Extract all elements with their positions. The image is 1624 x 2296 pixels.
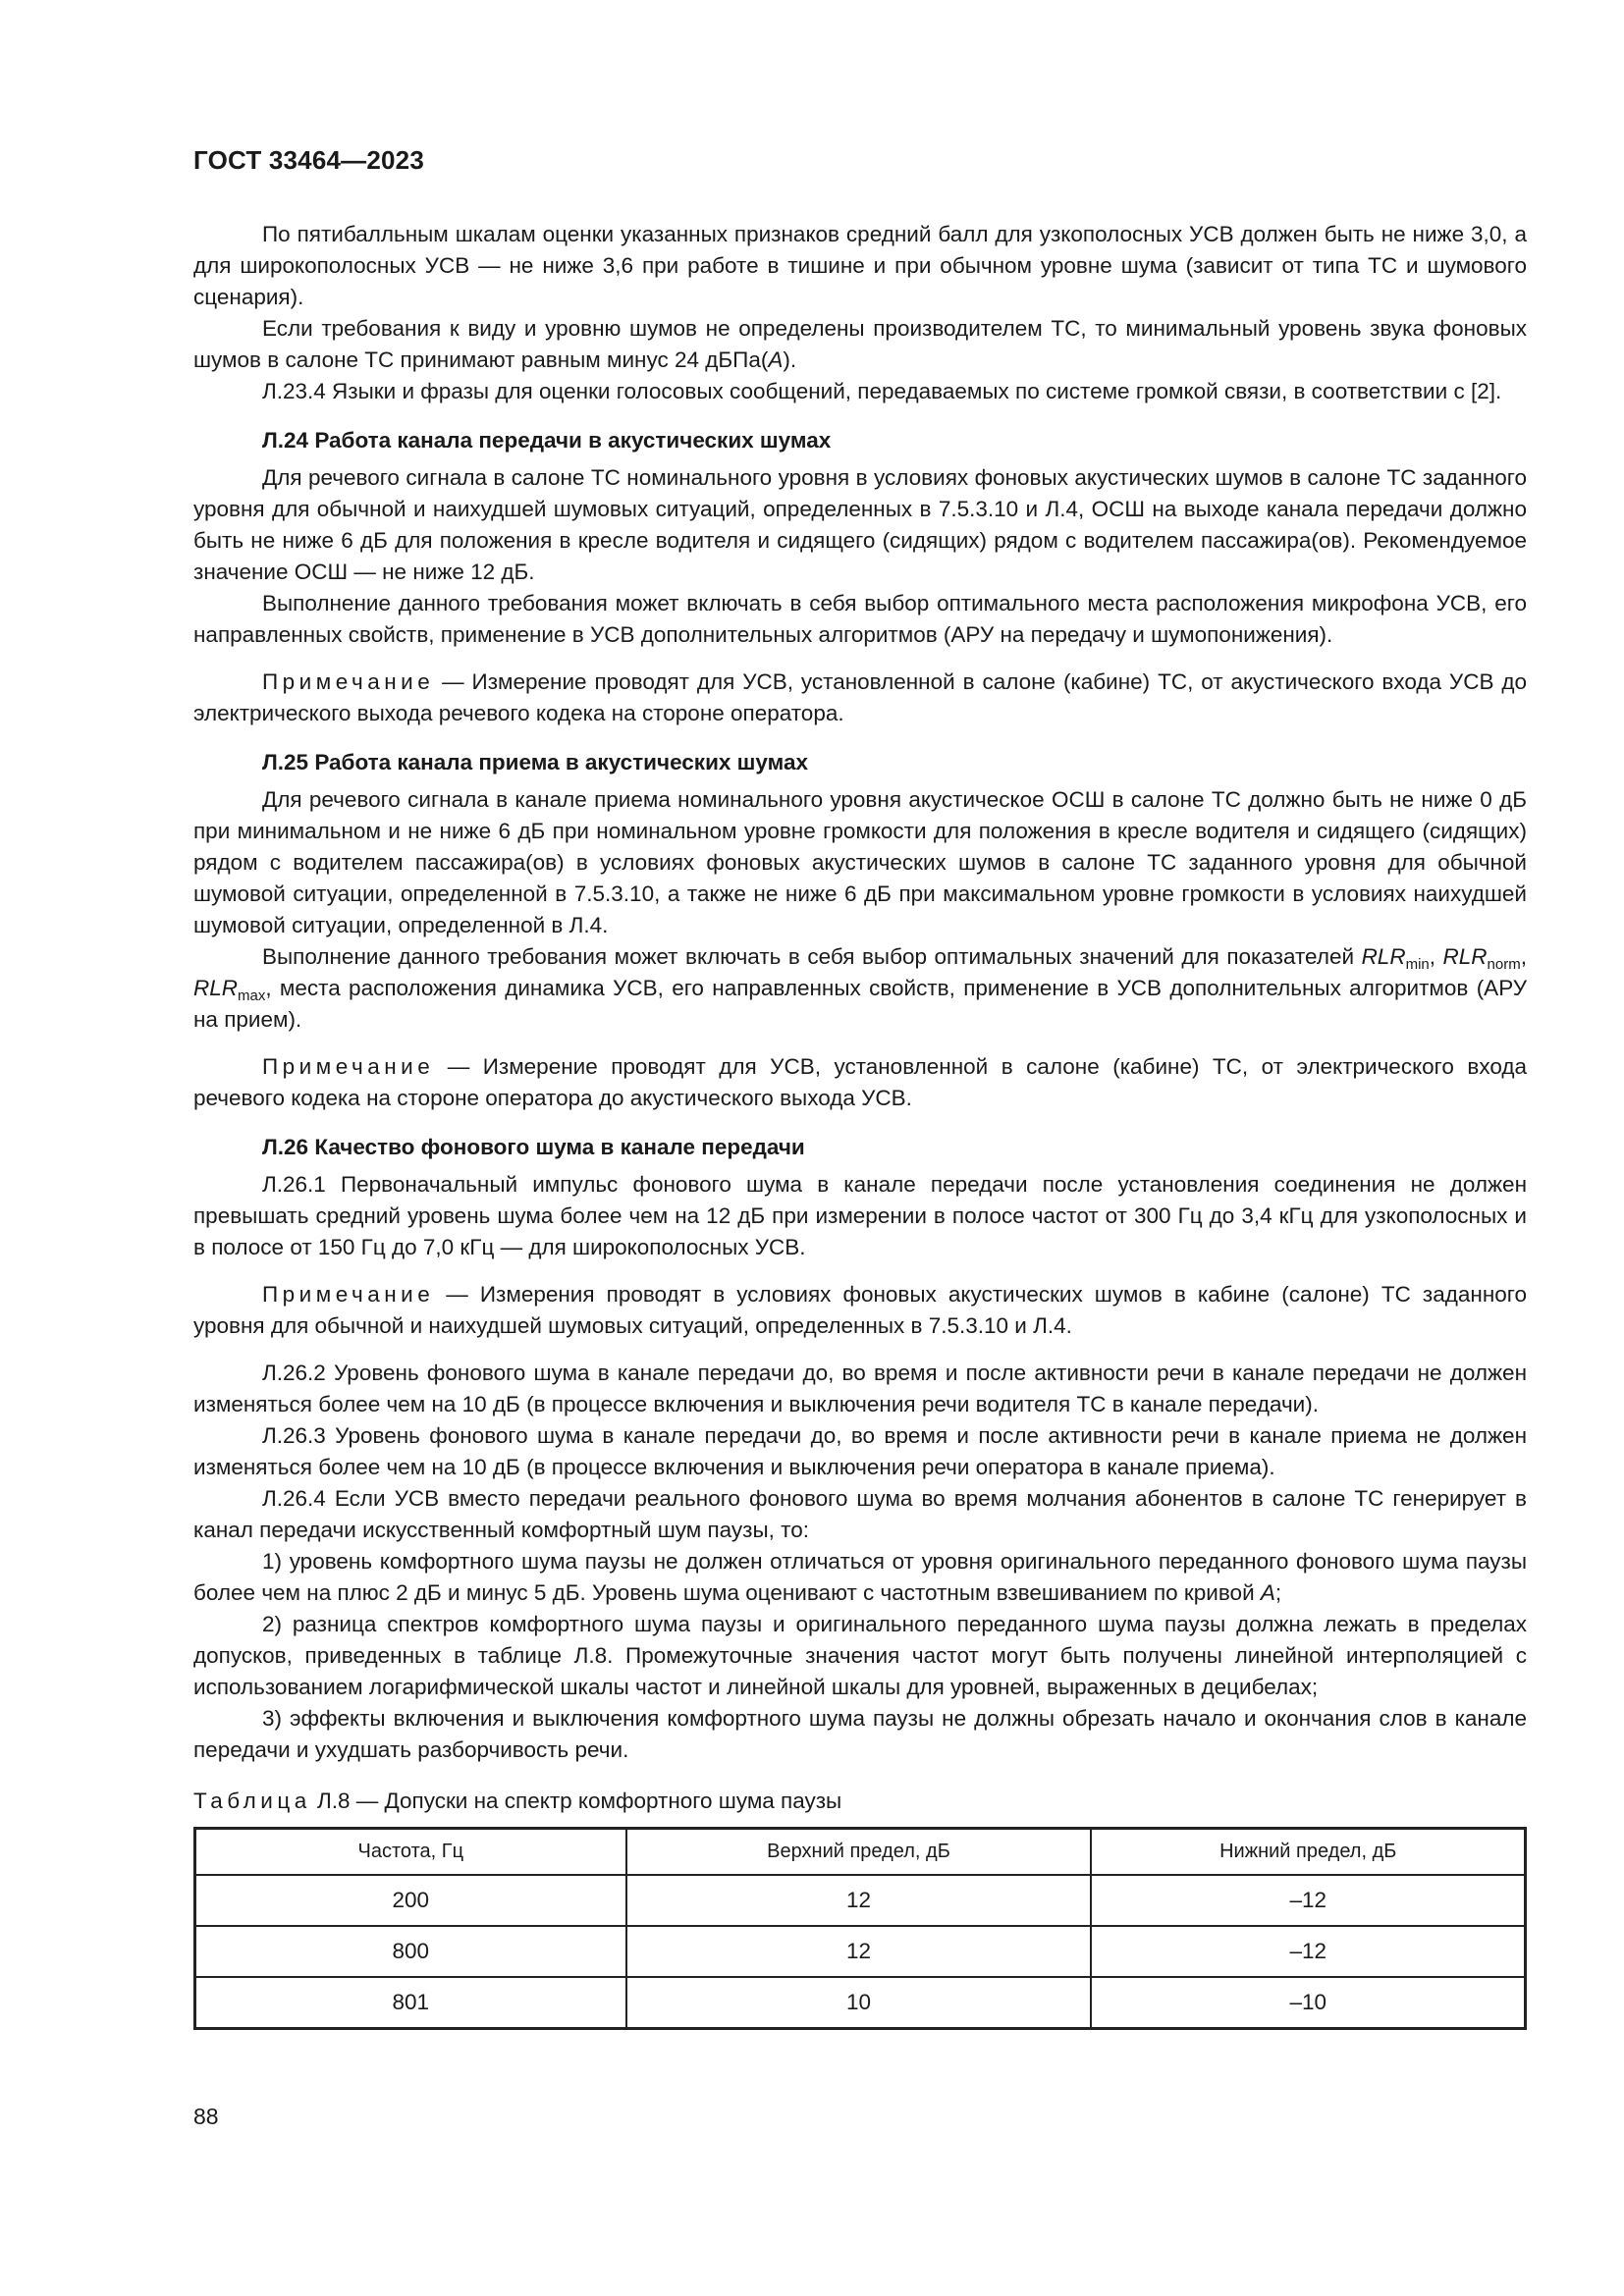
note: Примечание — Измерение проводят для УСВ, установленной в салоне (кабине) ТС, от электрического входа речевого кодека на стороне оператора до акустического выхода УСВ. [193, 1054, 1527, 1110]
section-heading: Л.26 Качество фонового шума в канале передачи [262, 1135, 805, 1159]
paragraph: Для речевого сигнала в канале приема номинального уровня акустическое ОСШ в салоне ТС должно быть не ниже 0 дБ при минимальном и не ниже 6 дБ при номинальном уровне громкости для положения в кресле водителя и сидящего (сидящих) рядом с водителем пассажира(ов) в условиях фоновых акустических шумов в салоне ТС заданного уровня для обычной шумовой ситуации, определенной в 7.5.3.10, а также не ниже 6 дБ при максимальном уровне громкости в условиях наихудшей шумовой ситуации, определенной в Л.4. [193, 787, 1527, 937]
paragraph: Выполнение данного требования может включать в себя выбор оптимальных значений для показателей $RLR_{min}$, $RLR_{norm}$, $RLR_{max}$, места расположения динамика УСВ, его направленных свойств, применение в УСВ дополнительных алгоритмов (АРУ на прием). [193, 944, 1527, 1032]
table-cell: 801 [195, 1977, 626, 2029]
table-cell: 200 [195, 1875, 626, 1926]
table-cell: 12 [626, 1875, 1092, 1926]
table-cell: 800 [195, 1926, 626, 1977]
table-header-row [195, 1829, 1526, 1876]
section-heading: Л.24 Работа канала передачи в акустических шумах [262, 428, 832, 453]
paragraph: Выполнение данного требования может включать в себя выбор оптимального места расположения микрофона УСВ, его направленных свойств, применение в УСВ дополнительных алгоритмов (АРУ на передачу и шумопонижения). [193, 591, 1527, 647]
list-item: 2) разница спектров комфортного шума паузы и оригинального переданного шума паузы должна лежать в пределах допусков, приведенных в таблице Л.8. Промежуточные значения частот могут быть получены линейной интерполяцией с использованием логарифмической шкалы частот и линейной шкалы для уровней, выраженных в децибелах; [193, 1612, 1527, 1699]
table-header-cell: Частота, Гц [195, 1829, 626, 1876]
table-header-cell: Верхний предел, дБ [626, 1829, 1092, 1876]
table-cell: –12 [1091, 1875, 1525, 1926]
paragraph: Л.23.4 Языки и фразы для оценки голосовых сообщений, передаваемых по системе громкой связи, в соответствии с [2]. [262, 379, 1502, 403]
list-item: 1) уровень комфортного шума паузы не должен отличаться от уровня оригинального переданного фонового шума паузы более чем на плюс 2 дБ и минус 5 дБ. Уровень шума оценивают с частотным взвешиванием по кривой A; [193, 1549, 1527, 1605]
table-row [195, 1875, 1526, 1926]
table-cell: 12 [626, 1926, 1092, 1977]
tolerance-table [193, 1827, 1527, 2030]
table-cell: –10 [1091, 1977, 1525, 2029]
paragraph: Если требования к виду и уровню шумов не определены производителем ТС, то минимальный уровень звука фоновых шумов в салоне ТС принимают равным минус 24 дБПа(A). [193, 316, 1527, 372]
list-item: 3) эффекты включения и выключения комфортного шума паузы не должны обрезать начало и окончания слов в канале передачи и ухудшать разборчивость речи. [193, 1706, 1527, 1762]
paragraph: Л.26.3 Уровень фонового шума в канале передачи до, во время и после активности речи в канале приема не должен изменяться более чем на 10 дБ (в процессе включения и выключения речи оператора в канале приема). [193, 1423, 1527, 1479]
table-cell: –12 [1091, 1926, 1525, 1977]
table-row [195, 1977, 1526, 2029]
paragraph: Л.26.2 Уровень фонового шума в канале передачи до, во время и после активности речи в канале передачи не должен изменяться более чем на 10 дБ (в процессе включения и выключения речи водителя ТС в канале передачи). [193, 1361, 1527, 1416]
table-cell: 10 [626, 1977, 1092, 2029]
note: Примечание — Измерение проводят для УСВ, установленной в салоне (кабине) ТС, от акустического входа УСВ до электрического выхода речевого кодека на стороне оператора. [193, 669, 1527, 725]
paragraph: По пятибалльным шкалам оценки указанных признаков средний балл для узкополосных УСВ должен быть не ниже 3,0, а для широкополосных УСВ — не ниже 3,6 при работе в тишине и при обычном уровне шума (зависит от типа ТС и шумового сценария). [193, 222, 1527, 309]
section-heading: Л.25 Работа канала приема в акустических шумах [262, 750, 809, 774]
table-row [195, 1926, 1526, 1977]
paragraph: Л.26.1 Первоначальный импульс фонового шума в канале передачи после установления соединения не должен превышать средний уровень шума более чем на 12 дБ при измерении в полосе частот от 300 Гц до 3,4 кГц для узкополосных и в полосе от 150 Гц до 7,0 кГц — для широкополосных УСВ. [193, 1172, 1527, 1259]
paragraph: Л.26.4 Если УСВ вместо передачи реального фонового шума во время молчания абонентов в салоне ТС генерирует в канал передачи искусственный комфортный шум паузы, то: [193, 1486, 1527, 1542]
table-caption: Таблица Л.8 — Допуски на спектр комфортного шума паузы [193, 1789, 842, 1813]
note: Примечание — Измерения проводят в условиях фоновых акустических шумов в кабине (салоне) ТС заданного уровня для обычной и наихудшей шумовых ситуаций, определенных в 7.5.3.10 и Л.4. [193, 1282, 1527, 1338]
document-header: ГОСТ 33464—2023 [193, 145, 424, 175]
page-number: 88 [193, 2104, 219, 2129]
document-page [193, 145, 1527, 2030]
table-header-cell: Нижний предел, дБ [1091, 1829, 1525, 1876]
paragraph: Для речевого сигнала в салоне ТС номинального уровня в условиях фоновых акустических шумов в салоне ТС заданного уровня для обычной и наихудшей шумовых ситуаций, определенных в 7.5.3.10 и Л.4, ОСШ на выходе канала передачи должно быть не ниже 6 дБ для положения в кресле водителя и сидящего (сидящих) рядом с водителем пассажира(ов). Рекомендуемое значение ОСШ — не ниже 12 дБ. [193, 465, 1527, 584]
